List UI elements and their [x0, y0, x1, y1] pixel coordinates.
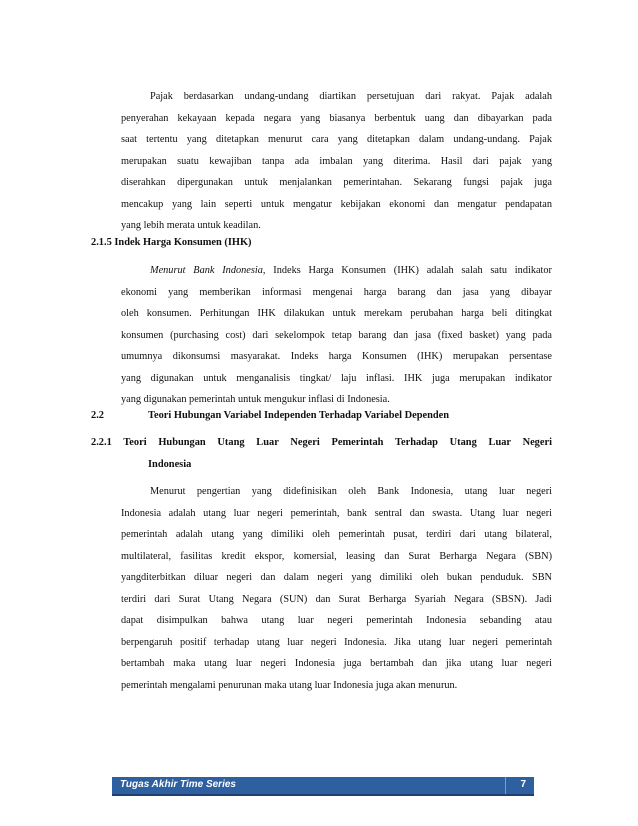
text-line: Menurut pengertian yang didefinisikan oleh Bank Indonesia, utang luar negeri	[150, 486, 552, 497]
paragraph-pajak	[121, 86, 552, 237]
text-line: merupakan suatu kewajiban tanpa ada imbalan yang diterima. Hasil dari pajak yang	[121, 155, 552, 167]
section-heading-2-2-number: 2.2	[91, 410, 104, 421]
section-heading-2-1-5: 2.1.5 Indek Harga Konsumen (IHK)	[91, 237, 252, 248]
text-line: berpengaruh positif terhadap utang luar negeri Indonesia. Jika utang luar negeri pemerintah	[121, 636, 552, 648]
italic-source: Menurut Bank Indonesia	[150, 265, 263, 276]
text-line: penyerahan kekayaan kepada negara yang biasanya berbentuk uang dan dibayarkan pada	[121, 112, 552, 124]
text-line: yang digunakan untuk menganalisis tingkat/ laju inflasi. IHK juga merupakan indikator	[121, 372, 552, 384]
text-line: pemerintah adalah utang yang dimiliki oleh pemerintah pusat, terdiri dari utang bilateral,	[121, 529, 552, 540]
text-line: terdiri dari Surat Utang Negara (SUN) dan Surat Berharga Syariah Negara (SBSN). Jadi	[121, 593, 552, 605]
text-line: ekonomi yang memberikan informasi mengenai harga barang dan jasa yang dibayar	[121, 286, 552, 298]
text-line: dapat disimpulkan bahwa utang luar negeri pemerintah Indonesia sebanding atau	[121, 615, 552, 626]
text-run: , Indeks Harga Konsumen (IHK) adalah salah satu indikator	[262, 265, 552, 276]
text-line: umumnya dikonsumsi masyarakat. Indeks harga Konsumen (IHK) merupakan persentase	[121, 351, 552, 362]
text-line: yang digunakan pemerintah untuk mengukur inflasi di Indonesia.	[121, 394, 390, 405]
section-heading-2-2-1-cont: Indonesia	[148, 459, 192, 470]
text-line: konsumen (purchasing cost) dari sekelompok tetap barang dan jasa (fixed basket) yang pada	[121, 329, 552, 341]
text-line	[121, 260, 552, 282]
text-line: oleh konsumen. Perhitungan IHK dilakukan untuk merekam perubahan harga beli ditingkat	[121, 308, 552, 319]
footer-divider	[505, 777, 506, 794]
section-heading-2-2-1: 2.2.1 Teori Hubungan Utang Luar Negeri Pemerintah Terhadap Utang Luar Negeri	[91, 437, 552, 448]
text-line: mencakup yang lain seperti untuk mengatur kebijakan ekonomi dan mengatur pendapatan	[121, 198, 552, 210]
text-line: saat tertentu yang ditetapkan menurut cara yang ditetapkan dalam undang-undang. Pajak	[121, 134, 552, 145]
text-line: Indonesia adalah utang luar negeri pemerintah, bank sentral dan swasta. Utang luar negeri	[121, 507, 552, 519]
text-line: diserahkan dipergunakan untuk menjalankan pemerintahan. Sekarang fungsi pajak juga	[121, 177, 552, 188]
page-number: 7	[520, 779, 526, 790]
section-heading-2-2: Teori Hubungan Variabel Independen Terhadap Variabel Dependen	[148, 410, 450, 421]
footer-title: Tugas Akhir Time Series	[120, 779, 236, 790]
text-line: yangditerbitkan diluar negeri dan dalam negeri yang dimiliki oleh bukan penduduk. SBN	[121, 572, 552, 583]
paragraph-ihk	[121, 260, 552, 411]
text-line: bertambah maka utang luar negeri Indonesia juga bertambah dan jika utang luar negeri	[121, 658, 552, 669]
paragraph-utang-luar-negeri	[121, 481, 552, 696]
text-line: Pajak berdasarkan undang-undang diartikan persetujuan dari rakyat. Pajak adalah	[150, 91, 552, 102]
footer-bar	[112, 777, 534, 796]
text-line: pemerintah mengalami penurunan maka utang luar Indonesia juga akan menurun.	[121, 679, 458, 691]
text-line: yang lebih merata untuk keadilan.	[121, 220, 261, 231]
text-line: multilateral, fasilitas kredit ekspor, komersial, leasing dan Surat Berharga Negara (SBN)	[121, 550, 552, 562]
